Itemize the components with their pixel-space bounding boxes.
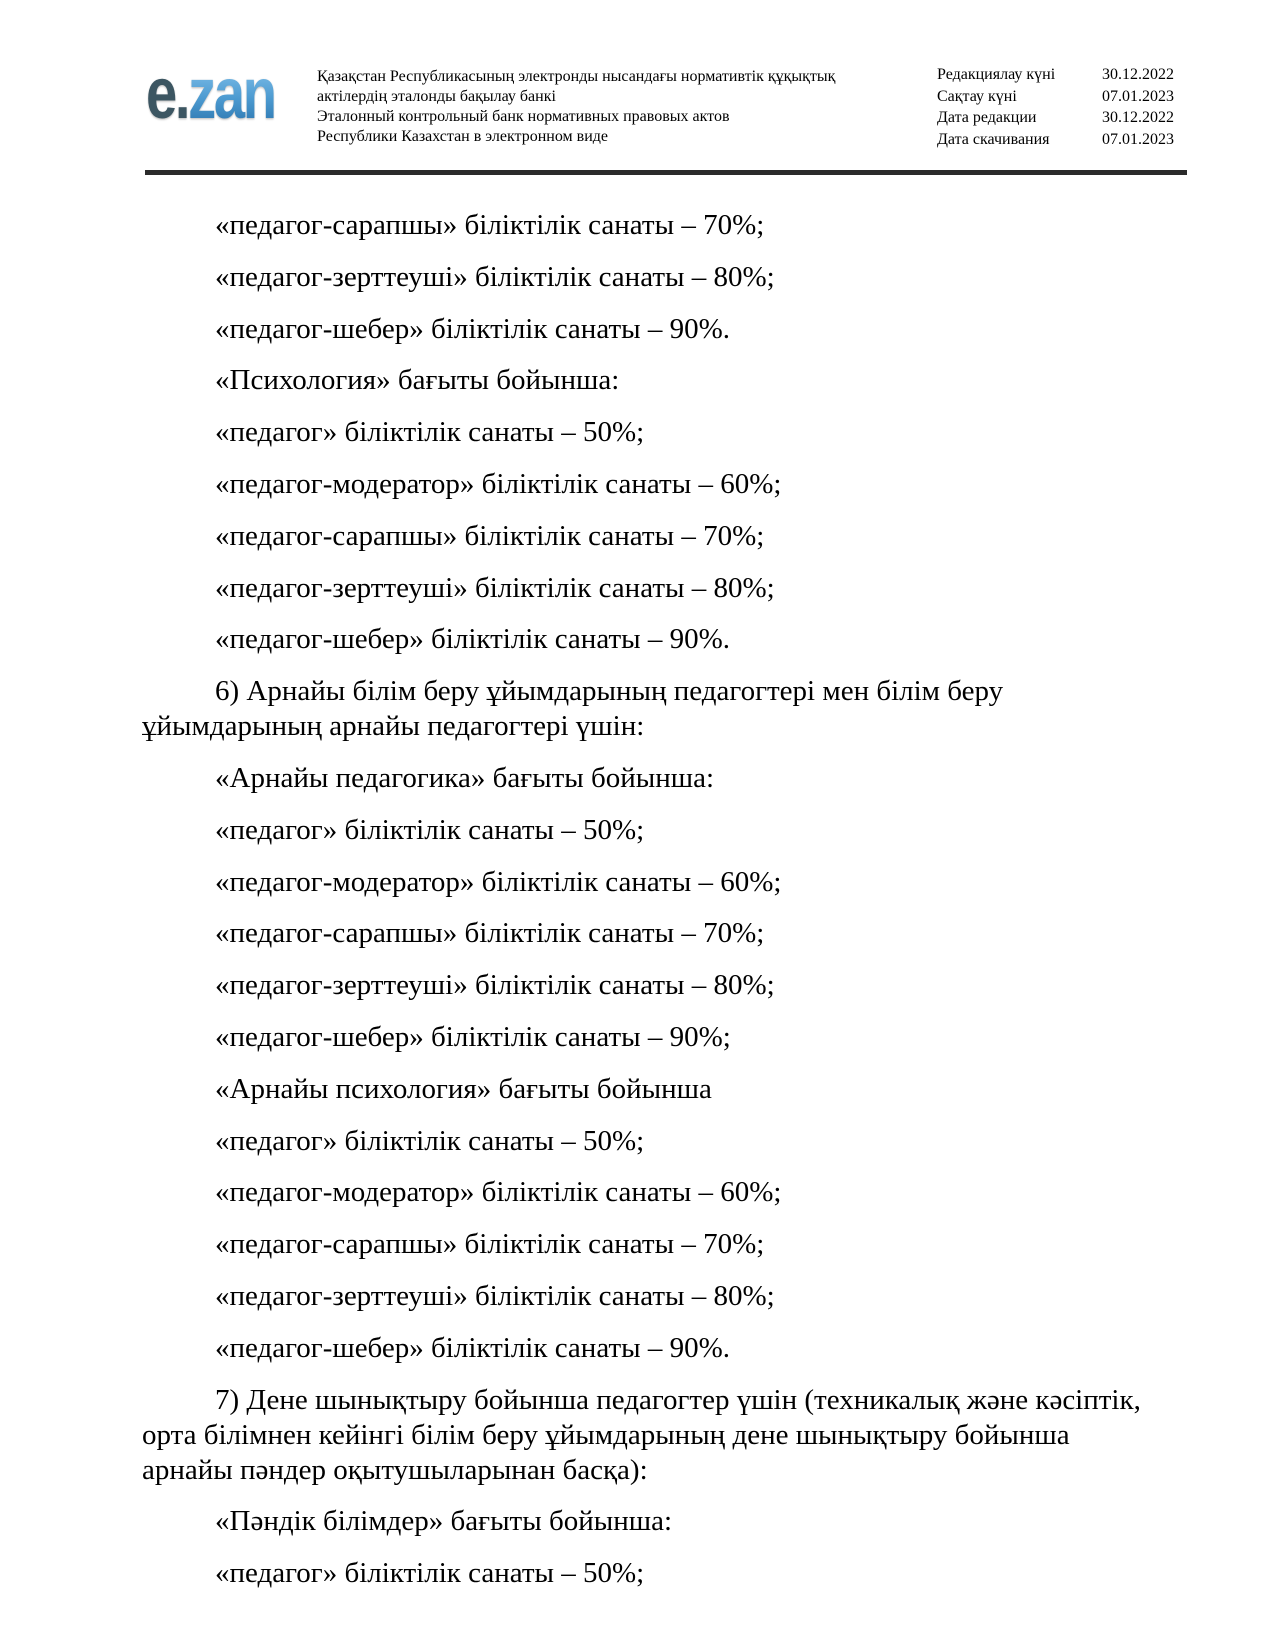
paragraph <box>142 1383 1202 1488</box>
paragraph-line: «педагог-сарапшы» біліктілік санаты – 70%; <box>215 209 765 241</box>
paragraph <box>142 1020 1202 1055</box>
paragraph-line: «педагог-шебер» біліктілік санаты – 90%. <box>215 623 731 656</box>
paragraph-line: «педагог-модератор» біліктілік санаты – 60%; <box>215 1176 782 1209</box>
ezan-logo <box>146 54 275 134</box>
paragraph-line: «педагог» біліктілік санаты – 50%; <box>215 813 645 846</box>
paragraph-line: 6) Арнайы білім беру ұйымдарының педагогтері мен білім беру <box>215 675 1004 708</box>
paragraph-line: орта білімнен кейінгі білім беру ұйымдарының дене шынықтыру бойынша <box>142 1418 1070 1451</box>
document-body <box>142 208 1202 1608</box>
paragraph <box>142 865 1202 900</box>
bank-title-line: Қазақстан Республикасының электронды нысандағы нормативтік құқықтық <box>317 68 836 85</box>
meta-value: 30.12.2022 <box>1102 109 1174 127</box>
paragraph-line: «педагог-зерттеуші» біліктілік санаты – 80%; <box>215 1279 775 1312</box>
paragraph <box>142 916 1202 951</box>
paragraph <box>142 1331 1202 1366</box>
paragraph <box>142 1072 1202 1107</box>
bank-title-line: Республики Казахстан в электронном виде <box>317 128 609 145</box>
meta-row <box>937 107 1187 129</box>
paragraph-line: арнайы пәндер оқытушыларынан басқа): <box>142 1453 648 1486</box>
paragraph <box>142 467 1202 502</box>
paragraph-line: «педагог-зерттеуші» біліктілік санаты – 80%; <box>215 969 775 1002</box>
paragraph <box>142 519 1202 554</box>
paragraph <box>142 363 1202 398</box>
paragraph-line: «педагог-сарапшы» біліктілік санаты – 70%; <box>215 917 765 950</box>
paragraph <box>142 674 1202 744</box>
meta-value: 30.12.2022 <box>1102 66 1174 83</box>
paragraph-line: «педагог-сарапшы» біліктілік санаты – 70%; <box>215 1228 765 1261</box>
paragraph-line: «педагог-зерттеуші» біліктілік санаты – 80%; <box>215 571 775 604</box>
paragraph-line: «педагог-шебер» біліктілік санаты – 90%; <box>215 1020 731 1053</box>
paragraph-line: «Психология» бағыты бойынша: <box>215 364 620 397</box>
paragraph <box>142 260 1202 295</box>
bank-title-line: Эталонный контрольный банк нормативных правовых актов <box>317 108 730 125</box>
paragraph-line: «педагог» біліктілік санаты – 50%; <box>215 1124 645 1157</box>
paragraph <box>142 622 1202 657</box>
document-meta <box>937 64 1187 150</box>
paragraph <box>142 761 1202 796</box>
logo-text-secondary: zan <box>188 54 275 134</box>
paragraph-line: «педагог-модератор» біліктілік санаты – 60%; <box>215 467 782 500</box>
meta-row <box>937 64 1187 86</box>
paragraph <box>142 1124 1202 1159</box>
paragraph-line: «педагог» біліктілік санаты – 50%; <box>215 1557 645 1590</box>
meta-value: 07.01.2023 <box>1102 87 1174 105</box>
bank-title <box>317 67 877 147</box>
paragraph-line: «Арнайы психология» бағыты бойынша <box>215 1072 712 1105</box>
paragraph-line: «педагог-сарапшы» біліктілік санаты – 70%; <box>215 519 765 552</box>
header-divider <box>145 170 1187 175</box>
meta-value: 07.01.2023 <box>1102 130 1174 148</box>
meta-label: Дата скачивания <box>937 130 1050 148</box>
paragraph <box>142 312 1202 347</box>
paragraph-line: 7) Дене шынықтыру бойынша педагогтер үшін (техникалық және кәсіптік, <box>215 1383 1141 1416</box>
paragraph-line: «педагог-зерттеуші» біліктілік санаты – 80%; <box>215 260 775 293</box>
paragraph-line: «педагог» біліктілік санаты – 50%; <box>215 416 645 449</box>
paragraph <box>142 1175 1202 1210</box>
paragraph-line: «педагог-шебер» біліктілік санаты – 90%. <box>215 312 731 345</box>
paragraph <box>142 415 1202 450</box>
paragraph <box>142 571 1202 606</box>
paragraph <box>142 1227 1202 1262</box>
bank-title-line: актілердің эталонды бақылау банкі <box>317 88 556 105</box>
meta-label: Редакциялау күні <box>937 66 1056 83</box>
paragraph-line: «Пәндік білімдер» бағыты бойынша: <box>215 1505 673 1538</box>
paragraph <box>142 968 1202 1003</box>
paragraph-line: ұйымдарының арнайы педагогтері үшін: <box>142 710 645 743</box>
meta-row <box>937 86 1187 108</box>
paragraph-line: «Арнайы педагогика» бағыты бойынша: <box>215 761 715 794</box>
meta-row <box>937 129 1187 151</box>
paragraph <box>142 208 1202 243</box>
paragraph <box>142 1279 1202 1314</box>
paragraph <box>142 813 1202 848</box>
paragraph <box>142 1504 1202 1539</box>
meta-label: Сақтау күні <box>937 87 1017 105</box>
paragraph <box>142 1556 1202 1591</box>
meta-label: Дата редакции <box>937 109 1037 127</box>
paragraph-line: «педагог-модератор» біліктілік санаты – 60%; <box>215 865 782 898</box>
paragraph-line: «педагог-шебер» біліктілік санаты – 90%. <box>215 1331 731 1364</box>
logo-text-primary: e. <box>146 54 189 134</box>
